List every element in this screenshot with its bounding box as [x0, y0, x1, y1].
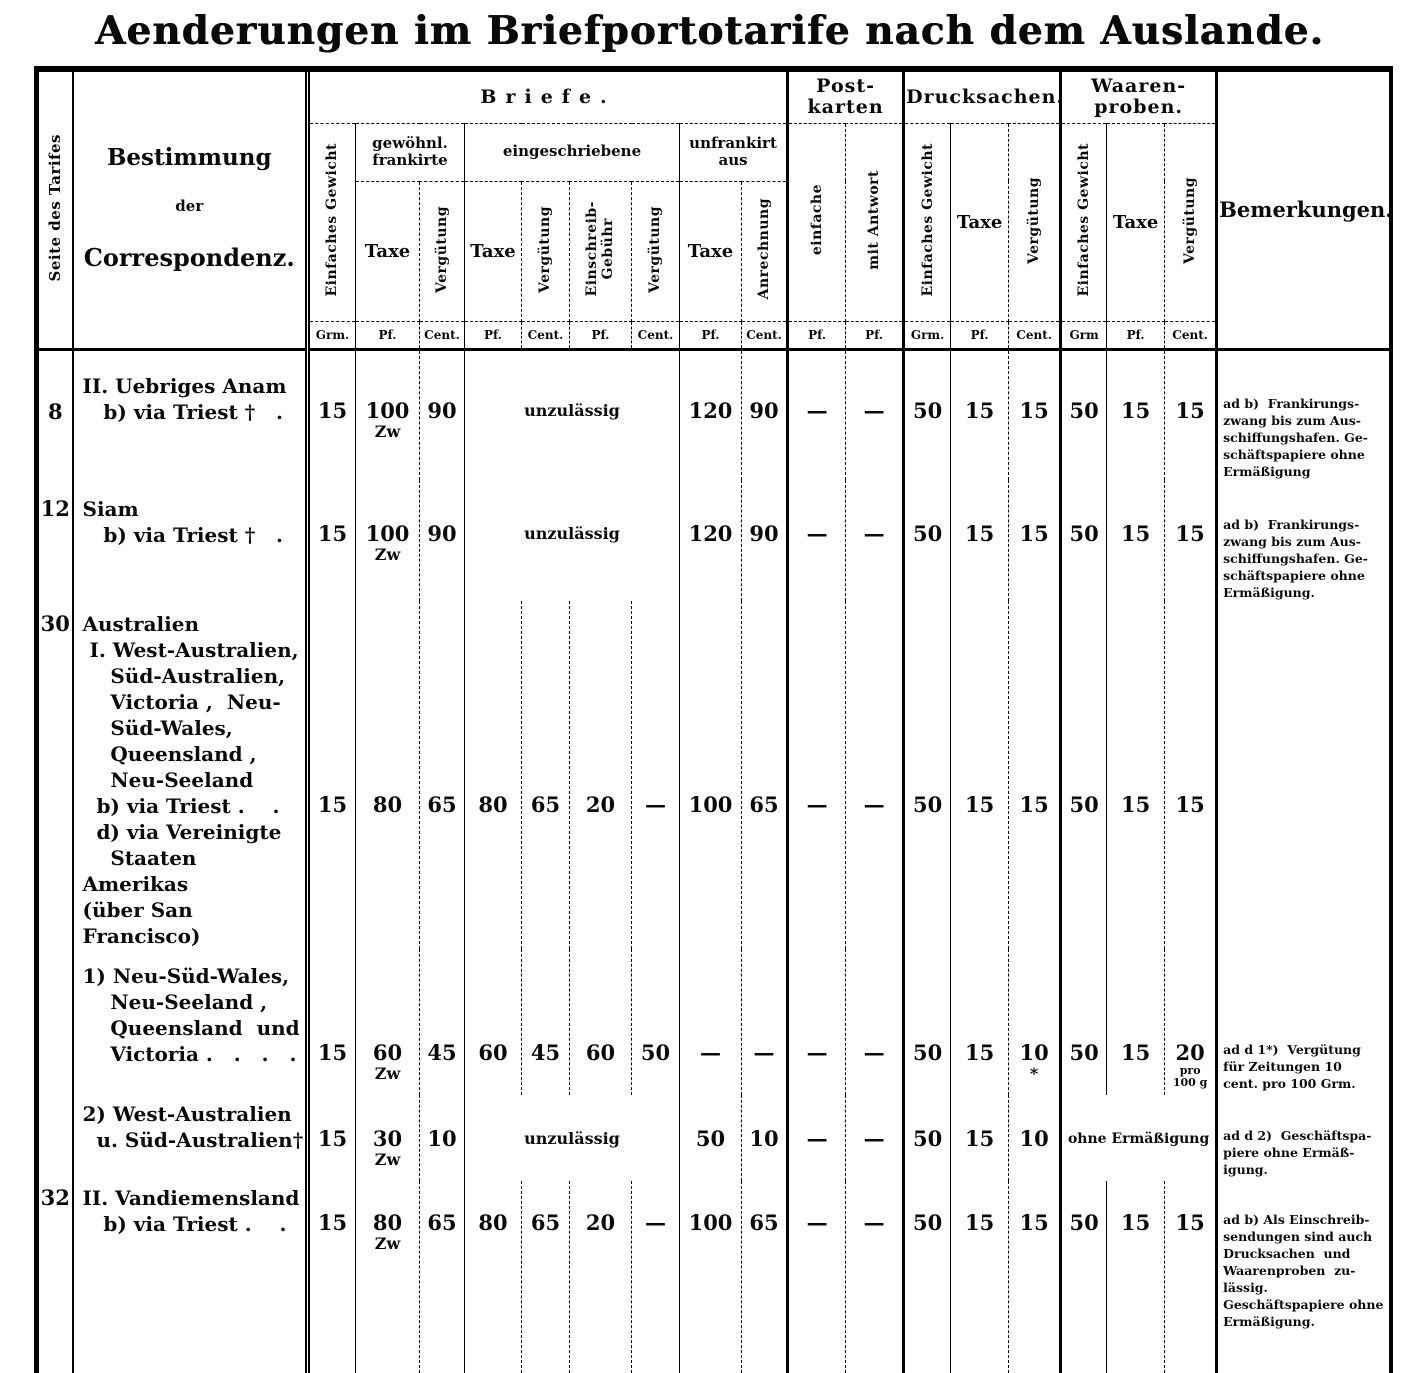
cell-postkarte-einfache: —	[788, 601, 846, 949]
unit-cent: Cent.	[742, 321, 788, 349]
cell-einschreib-gebuehr: 60	[570, 949, 632, 1095]
cell-postkarte-einfache: —	[788, 349, 846, 480]
col-header-postkarte-einfache: einfache	[788, 123, 846, 321]
bestimmung-line3: Correspondenz.	[83, 242, 295, 272]
col-header-eingeschrieben-verguetung: Vergütung	[522, 181, 570, 321]
cell-frankirt-verguetung: 90	[420, 349, 465, 480]
col-header-waarenproben-einfaches-gewicht: Einfaches Gewicht	[1061, 123, 1107, 321]
col-group-eingeschriebene: eingeschriebene	[465, 123, 680, 181]
cell-waarenproben-taxe: 15	[1107, 1181, 1165, 1373]
col-header-eingeschrieben-taxe: Taxe	[465, 181, 522, 321]
col-group-gewoehnl-frankirte: gewöhnl. frankirte	[356, 123, 465, 181]
unit-cent: Cent.	[420, 321, 465, 349]
cell-postkarte-mit-antwort: —	[846, 349, 904, 480]
table-row	[37, 480, 1391, 601]
cell-drucksachen-gewicht: 50	[904, 1181, 951, 1373]
col-header-einschreib-verguetung: Vergütung	[632, 181, 680, 321]
unit-cent: Cent.	[1165, 321, 1217, 349]
cell-einschreib-gebuehr: 20	[570, 1181, 632, 1373]
unit-pf: Pf.	[846, 321, 904, 349]
cell-bemerkung: ad d 2) Geschäftspa- piere ohne Ermäß- igung.	[1223, 1127, 1372, 1177]
col-header-postkarte-mit-antwort: mit Antwort	[846, 123, 904, 321]
cell-eingeschrieben-verguetung: 65	[522, 601, 570, 949]
col-header-anrechnung: Anrechnung	[742, 181, 788, 321]
cell-postkarte-einfache: —	[788, 480, 846, 601]
col-header-waarenproben-verguetung: Vergütung	[1165, 123, 1217, 321]
cell-postkarte-einfache: —	[788, 1095, 846, 1181]
cell-frankirt-verguetung: 65	[420, 601, 465, 949]
cell-drucksachen-taxe: 15	[951, 1181, 1009, 1373]
cell-waarenproben-verguetung: 15	[1165, 480, 1217, 601]
cell-postkarte-mit-antwort: —	[846, 1181, 904, 1373]
cell-unfrankirt-taxe: —	[680, 949, 742, 1095]
cell-waarenproben-taxe: 15	[1107, 601, 1165, 949]
cell-drucksachen-taxe: 15	[951, 949, 1009, 1095]
cell-eingeschrieben-taxe: 60	[465, 949, 522, 1095]
cell-bemerkung	[1217, 601, 1391, 949]
cell-drucksachen-verguetung: 15	[1009, 480, 1061, 601]
page-title: Aenderungen im Briefportotarife nach dem Auslande.	[95, 8, 1324, 54]
cell-page-number: 8	[37, 349, 73, 480]
col-header-seite-des-tarifes	[37, 69, 73, 349]
unit-grm: Grm	[1061, 321, 1107, 349]
cell-postkarte-mit-antwort: —	[846, 1095, 904, 1181]
unit-pf: Pf.	[465, 321, 522, 349]
cell-waarenproben-verguetung: 20 pro 100 g	[1165, 949, 1217, 1095]
cell-waarenproben-gewicht: 50	[1061, 480, 1107, 601]
cell-destination: II. Vandiemensland b) via Triest . .	[73, 1181, 308, 1373]
cell-frankirt-taxe: 80	[356, 601, 420, 949]
col-header-unfrankirt-taxe: Taxe	[680, 181, 742, 321]
cell-frankirt-verguetung: 65	[420, 1181, 465, 1373]
table-row	[37, 949, 1391, 1095]
cell-drucksachen-taxe: 15	[951, 349, 1009, 480]
unit-cent: Cent.	[1009, 321, 1061, 349]
cell-drucksachen-gewicht: 50	[904, 949, 951, 1095]
cell-page-number: 30	[37, 601, 73, 949]
bestimmung-line1: Bestimmung	[106, 143, 272, 171]
cell-destination: 1) Neu-Süd-Wales, Neu-Seeland , Queensland und Victoria . . . .	[73, 949, 308, 1095]
col-group-briefe: Briefe.	[308, 69, 788, 123]
col-header-bemerkungen: Bemerkungen.	[1217, 69, 1391, 349]
cell-frankirt-verguetung: 90	[420, 480, 465, 601]
cell-frankirt-taxe: 100 Zw	[356, 349, 420, 480]
cell-postkarte-einfache: —	[788, 949, 846, 1095]
col-header-frankirt-taxe: Taxe	[356, 181, 420, 321]
cell-unfrankirt-taxe: 100	[680, 601, 742, 949]
unit-pf: Pf.	[951, 321, 1009, 349]
cell-einschreib-gebuehr: 20	[570, 601, 632, 949]
col-header-einschreib-gebuehr: Einschreib- Gebühr	[570, 181, 632, 321]
table-row	[37, 349, 1391, 480]
cell-waarenproben-taxe: 15	[1107, 480, 1165, 601]
cell-waarenproben-gewicht: 50	[1061, 349, 1107, 480]
cell-eingeschrieben-verguetung: 65	[522, 1181, 570, 1373]
cell-unfrankirt-taxe: 50	[680, 1095, 742, 1181]
cell-eingeschrieben-unzulaessig: unzulässig	[465, 349, 680, 480]
cell-brief-gewicht: 15	[308, 949, 356, 1095]
cell-drucksachen-gewicht: 50	[904, 480, 951, 601]
cell-bemerkung: ad d 1*) Vergütung für Zeitungen 10 cent. pro 100 Grm.	[1223, 1041, 1361, 1091]
cell-unfrankirt-taxe: 100	[680, 1181, 742, 1373]
cell-page-number	[37, 1095, 73, 1181]
table-row	[37, 601, 1391, 949]
unit-pf: Pf.	[1107, 321, 1165, 349]
cell-waarenproben-verguetung: 15	[1165, 1181, 1217, 1373]
cell-anrechnung: 90	[742, 349, 788, 480]
cell-brief-gewicht: 15	[308, 601, 356, 949]
cell-eingeschrieben-unzulaessig: unzulässig	[465, 480, 680, 601]
col-header-waarenproben-taxe: Taxe	[1107, 123, 1165, 321]
cell-drucksachen-verguetung: 10 *	[1009, 949, 1061, 1095]
col-header-frankirt-verguetung: Vergütung	[420, 181, 465, 321]
cell-unfrankirt-taxe: 120	[680, 480, 742, 601]
unit-pf: Pf.	[680, 321, 742, 349]
cell-einschreib-verguetung: —	[632, 601, 680, 949]
cell-brief-gewicht: 15	[308, 1181, 356, 1373]
cell-page-number	[37, 949, 73, 1095]
cell-unfrankirt-taxe: 120	[680, 349, 742, 480]
col-group-postkarten: Post- karten	[788, 69, 904, 123]
cell-brief-gewicht: 15	[308, 480, 356, 601]
cell-bemerkung: ad b) Frankirungs- zwang bis zum Aus- schiffungshafen. Ge- schäftspapiere ohne Ermäßigung.	[1223, 516, 1368, 600]
cell-page-number: 32	[37, 1181, 73, 1373]
cell-destination: II. Uebriges Anam b) via Triest † .	[73, 349, 308, 480]
col-header-drucksachen-verguetung: Vergütung	[1009, 123, 1061, 321]
cell-drucksachen-verguetung: 15	[1009, 1181, 1061, 1373]
cell-brief-gewicht: 15	[308, 349, 356, 480]
cell-anrechnung: —	[742, 949, 788, 1095]
cell-postkarte-mit-antwort: —	[846, 949, 904, 1095]
cell-anrechnung: 90	[742, 480, 788, 601]
bestimmung-line2: der	[175, 196, 204, 215]
unit-pf: Pf.	[788, 321, 846, 349]
cell-waarenproben-ohne-ermaessigung: ohne Ermäßigung	[1061, 1095, 1217, 1181]
col-header-drucksachen-einfaches-gewicht: Einfaches Gewicht	[904, 123, 951, 321]
cell-frankirt-verguetung: 10	[420, 1095, 465, 1181]
unit-cent: Cent.	[632, 321, 680, 349]
cell-waarenproben-gewicht: 50	[1061, 1181, 1107, 1373]
cell-frankirt-taxe: 100 Zw	[356, 480, 420, 601]
cell-drucksachen-verguetung: 15	[1009, 349, 1061, 480]
table-row	[37, 1095, 1391, 1181]
unit-pf: Pf.	[356, 321, 420, 349]
cell-drucksachen-taxe: 15	[951, 601, 1009, 949]
cell-eingeschrieben-taxe: 80	[465, 1181, 522, 1373]
cell-drucksachen-verguetung: 10	[1009, 1095, 1061, 1181]
cell-frankirt-verguetung: 45	[420, 949, 465, 1095]
cell-brief-gewicht: 15	[308, 1095, 356, 1181]
cell-destination: 2) West-Australien u. Süd-Australien†	[73, 1095, 308, 1181]
col-group-drucksachen: Drucksachen.	[904, 69, 1061, 123]
cell-einschreib-verguetung: 50	[632, 949, 680, 1095]
cell-page-number: 12	[37, 480, 73, 601]
col-header-drucksachen-taxe: Taxe	[951, 123, 1009, 321]
cell-destination: Siam b) via Triest † .	[73, 480, 308, 601]
col-header-briefe-einfaches-gewicht: Einfaches Gewicht	[308, 123, 356, 321]
col-group-unfrankirt-aus: unfrankirt aus	[680, 123, 788, 181]
cell-bemerkung: ad b) Frankirungs- zwang bis zum Aus- schiffungshafen. Ge- schäftspapiere ohne Ermäßigung	[1223, 395, 1368, 479]
cell-anrechnung: 10	[742, 1095, 788, 1181]
cell-anrechnung: 65	[742, 1181, 788, 1373]
unit-cent: Cent.	[522, 321, 570, 349]
cell-frankirt-taxe: 30 Zw	[356, 1095, 420, 1181]
cell-waarenproben-verguetung: 15	[1165, 349, 1217, 480]
col-header-bestimmung	[73, 69, 308, 349]
cell-einschreib-verguetung: —	[632, 1181, 680, 1373]
unit-pf: Pf.	[570, 321, 632, 349]
tariff-table	[34, 66, 1393, 1373]
cell-postkarte-mit-antwort: —	[846, 601, 904, 949]
cell-eingeschrieben-unzulaessig: unzulässig	[465, 1095, 680, 1181]
cell-drucksachen-taxe: 15	[951, 480, 1009, 601]
cell-waarenproben-gewicht: 50	[1061, 601, 1107, 949]
cell-waarenproben-taxe: 15	[1107, 349, 1165, 480]
cell-drucksachen-gewicht: 50	[904, 601, 951, 949]
cell-waarenproben-gewicht: 50	[1061, 949, 1107, 1095]
cell-drucksachen-taxe: 15	[951, 1095, 1009, 1181]
cell-frankirt-taxe: 60 Zw	[356, 949, 420, 1095]
cell-destination: Australien I. West-Australien, Süd-Australien, Victoria , Neu- Süd-Wales, Queensland , Neu-Seeland b) via Triest . . d) via Vereinigte Staaten Amerikas (über San Francisco)	[73, 601, 308, 949]
cell-anrechnung: 65	[742, 601, 788, 949]
cell-bemerkung: ad b) Als Einschreib- sendungen sind auch Drucksachen und Waarenproben zu- lässig. Geschäftspapiere ohne Ermäßigung.	[1223, 1211, 1384, 1329]
cell-waarenproben-taxe: 15	[1107, 949, 1165, 1095]
cell-frankirt-taxe: 80 Zw	[356, 1181, 420, 1373]
cell-postkarte-mit-antwort: —	[846, 480, 904, 601]
cell-drucksachen-gewicht: 50	[904, 349, 951, 480]
cell-waarenproben-verguetung: 15	[1165, 601, 1217, 949]
col-group-waarenproben: Waaren- proben.	[1061, 69, 1217, 123]
unit-grm: Grm.	[308, 321, 356, 349]
cell-postkarte-einfache: —	[788, 1181, 846, 1373]
cell-drucksachen-gewicht: 50	[904, 1095, 951, 1181]
cell-eingeschrieben-taxe: 80	[465, 601, 522, 949]
unit-grm: Grm.	[904, 321, 951, 349]
cell-eingeschrieben-verguetung: 45	[522, 949, 570, 1095]
cell-drucksachen-verguetung: 15	[1009, 601, 1061, 949]
table-row	[37, 1181, 1391, 1373]
seite-des-tarifes-label: Seite des Tarifes	[45, 134, 64, 282]
